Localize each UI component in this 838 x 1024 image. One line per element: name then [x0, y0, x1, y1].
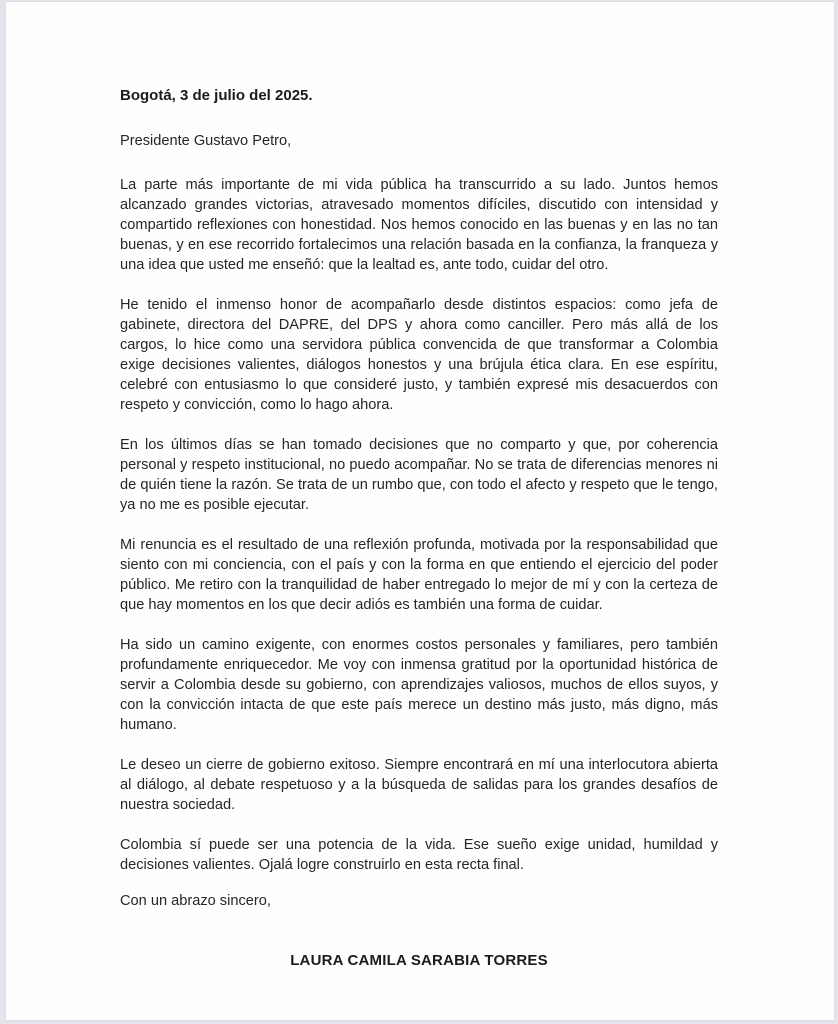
- salutation: Presidente Gustavo Petro,: [120, 133, 292, 149]
- paragraph-3: En los últimos días se han tomado decisiones que no comparto y que, por coherencia personal y respeto institucional, no puedo acompañar. No se trata de diferencias menores ni de quién tiene la razón. Se trata de un rumbo que, con todo el afecto y respeto que le tengo, ya no me es posible ejecutar.: [120, 437, 718, 513]
- paragraph-6: Le deseo un cierre de gobierno exitoso. Siempre encontrará en mí una interlocutora abierta al diálogo, al debate respetuoso y a la búsqueda de salidas para los grandes desafíos de nuestra sociedad.: [120, 757, 718, 813]
- paragraph-2: He tenido el inmenso honor de acompañarlo desde distintos espacios: como jefa de gabinete, directora del DAPRE, del DPS y ahora como canciller. Pero más allá de los cargos, lo hice como una servidora pública convencida de que transformar a Colombia exige decisiones valientes, diálogos honestos y una brújula ética clara. En ese espíritu, celebré con entusiasmo lo que consideré justo, y también expresé mis desacuerdos con respeto y convicción, como lo hago ahora.: [120, 297, 718, 413]
- paragraph-1: La parte más importante de mi vida pública ha transcurrido a su lado. Juntos hemos alcanzado grandes victorias, atravesado momentos difíciles, discutido con intensidad y compartido reflexiones con honestidad. Nos hemos conocido en las buenas y en las no tan buenas, y en ese recorrido fortalecimos una relación basada en la confianza, la franqueza y una idea que usted me enseñó: que la lealtad es, ante todo, cuidar del otro.: [120, 177, 718, 273]
- paragraph-7: Colombia sí puede ser una potencia de la vida. Ese sueño exige unidad, humildad y decisiones valientes. Ojalá logre construirlo en esta recta final.: [120, 837, 718, 873]
- date-line: Bogotá, 3 de julio del 2025.: [120, 87, 313, 104]
- closing-line: Con un abrazo sincero,: [120, 893, 271, 909]
- signature-name: LAURA CAMILA SARABIA TORRES: [290, 952, 548, 969]
- paragraph-4: Mi renuncia es el resultado de una reflexión profunda, motivada por la responsabilidad que siento con mi conciencia, con el país y con la forma en que entiendo el ejercicio del poder público. Me retiro con la tranquilidad de haber entregado lo mejor de mí y con la certeza de que hay momentos en los que decir adiós es también una forma de cuidar.: [120, 537, 718, 613]
- letter-body: [6, 2, 834, 971]
- letter-page: [6, 2, 834, 1020]
- paragraph-5: Ha sido un camino exigente, con enormes costos personales y familiares, pero también profundamente enriquecedor. Me voy con inmensa gratitud por la oportunidad histórica de servir a Colombia desde su gobierno, con aprendizajes valiosos, muchos de ellos suyos, y con la convicción intacta de que este país merece un destino más justo, más digno, más humano.: [120, 637, 718, 733]
